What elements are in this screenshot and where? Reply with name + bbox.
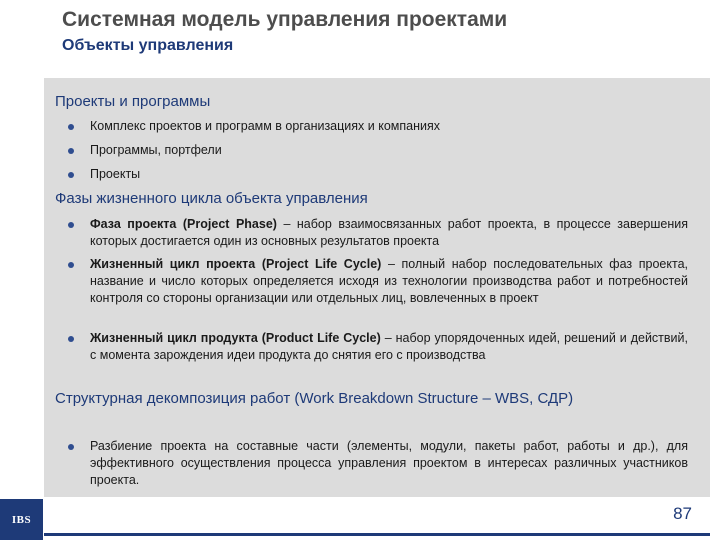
ibs-logo: IBS: [0, 499, 43, 540]
slide-subtitle: Объекты управления: [62, 37, 234, 54]
section-heading-wbs: Структурная декомпозиция работ (Work Breakdown Structure – WBS, СДР): [55, 390, 574, 407]
term: Фаза проекта (Project Phase): [90, 217, 277, 231]
bullet-icon: [68, 222, 74, 228]
definition: – набор упорядоченных идей, решений и действий, с момента зарождения идеи продукта до снятия его с производства: [90, 331, 688, 362]
bullet-icon: [68, 336, 74, 342]
page-number: 87: [673, 504, 692, 523]
bullet-icon: [68, 124, 74, 130]
list-item: Комплекс проектов и программ в организациях и компаниях: [90, 119, 440, 133]
bullet-icon: [68, 148, 74, 154]
definition: – полный набор последовательных фаз проекта, название и число которых определяется исходя из технологии производства работ и потребностей контроля со стороны организации или отдельных лиц, вовлеченных в проект: [90, 257, 688, 305]
list-item: Программы, портфели: [90, 143, 222, 157]
bullet-icon: [68, 444, 74, 450]
slide-title: Системная модель управления проектами: [62, 8, 508, 31]
footer-line: [44, 533, 710, 536]
term: Жизненный цикл продукта (Product Life Cycle): [90, 331, 381, 345]
list-item: [90, 216, 688, 250]
term: Жизненный цикл проекта (Project Life Cycle): [90, 257, 382, 271]
bullet-icon: [68, 172, 74, 178]
list-item: [90, 330, 688, 364]
definition: – набор взаимосвязанных работ проекта, в процессе завершения которых достигается один из основных результатов проекта: [90, 217, 688, 248]
section-heading-projects: Проекты и программы: [55, 93, 211, 110]
list-item: Разбиение проекта на составные части (элементы, модули, пакеты работ, работы и др.), для эффективного осуществления процесса управления проектом в интересах различных участников проекта.: [90, 439, 688, 487]
section-heading-lifecycle: Фазы жизненного цикла объекта управления: [55, 190, 368, 207]
list-item: Проекты: [90, 167, 141, 181]
footer-band: [44, 497, 710, 533]
bullet-icon: [68, 262, 74, 268]
list-item: [90, 256, 688, 307]
